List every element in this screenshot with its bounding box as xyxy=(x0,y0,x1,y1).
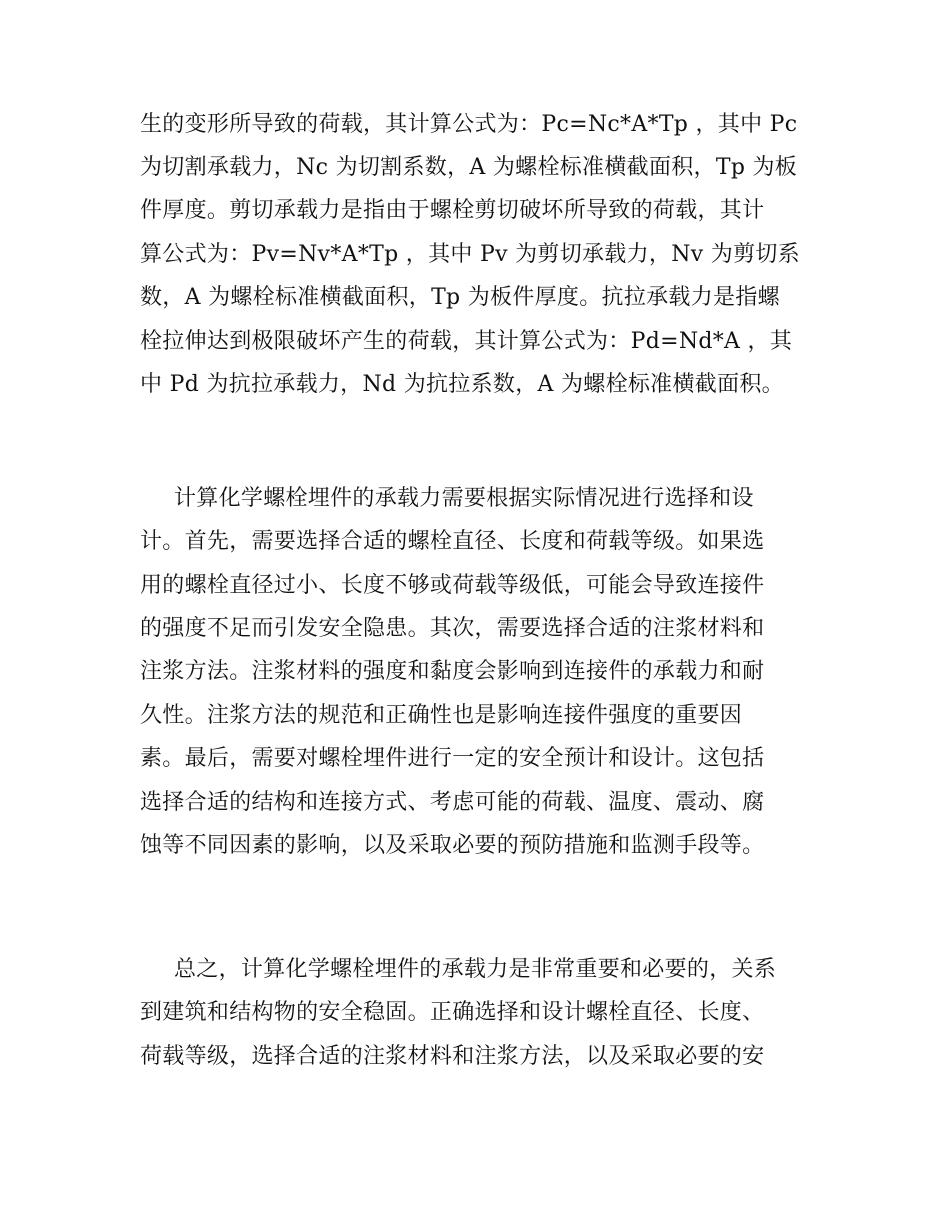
paragraph-2-line-5: 注浆方法。注浆材料的强度和黏度会影响到连接件的承载力和耐 xyxy=(140,659,765,684)
paragraph-1-line-3: 件厚度。剪切承载力是指由于螺栓剪切破坏所导致的荷载，其计 xyxy=(140,198,765,223)
paragraph-1-line-5: 数，A 为螺栓标准横截面积，Tp 为板件厚度。抗拉承载力是指螺 xyxy=(140,285,780,310)
paragraph-1-line-1: 生的变形所导致的荷载，其计算公式为：Pc=Nc*A*Tp ，其中 Pc xyxy=(140,112,798,137)
paragraph-2-line-1: 计算化学螺栓埋件的承载力需要根据实际情况进行选择和设 xyxy=(174,486,754,511)
paragraph-3-line-1: 总之，计算化学螺栓埋件的承载力是非常重要和必要的，关系 xyxy=(174,957,777,982)
paragraph-2-line-4: 的强度不足而引发安全隐患。其次，需要选择合适的注浆材料和 xyxy=(140,616,765,641)
paragraph-1-line-7: 中 Pd 为抗拉承载力，Nd 为抗拉系数，A 为螺栓标准横截面积。 xyxy=(140,372,784,397)
paragraph-3-line-3: 荷载等级，选择合适的注浆材料和注浆方法，以及采取必要的安 xyxy=(140,1044,765,1069)
paragraph-3-line-2: 到建筑和结构物的安全稳固。正确选择和设计螺栓直径、长度、 xyxy=(140,1000,765,1025)
paragraph-1-line-4: 算公式为：Pv=Nv*A*Tp ，其中 Pv 为剪切承载力，Nv 为剪切系 xyxy=(140,242,800,267)
paragraph-2-line-2: 计。首先，需要选择合适的螺栓直径、长度和荷载等级。如果选 xyxy=(140,529,765,554)
paragraph-2-line-8: 选择合适的结构和连接方式、考虑可能的荷载、温度、震动、腐 xyxy=(140,790,765,815)
paragraph-2-line-6: 久性。注浆方法的规范和正确性也是影响连接件强度的重要因 xyxy=(140,703,743,728)
paragraph-2-line-9: 蚀等不同因素的影响，以及采取必要的预防措施和监测手段等。 xyxy=(140,833,765,858)
paragraph-1-line-2: 为切割承载力，Nc 为切割系数，A 为螺栓标准横截面积，Tp 为板 xyxy=(140,155,798,180)
paragraph-2-line-3: 用的螺栓直径过小、长度不够或荷载等级低，可能会导致连接件 xyxy=(140,573,765,598)
paragraph-2-line-7: 素。最后，需要对螺栓埋件进行一定的安全预计和设计。这包括 xyxy=(140,746,765,771)
paragraph-1-line-6: 栓拉伸达到极限破坏产生的荷载，其计算公式为：Pd=Nd*A ，其 xyxy=(140,329,793,354)
